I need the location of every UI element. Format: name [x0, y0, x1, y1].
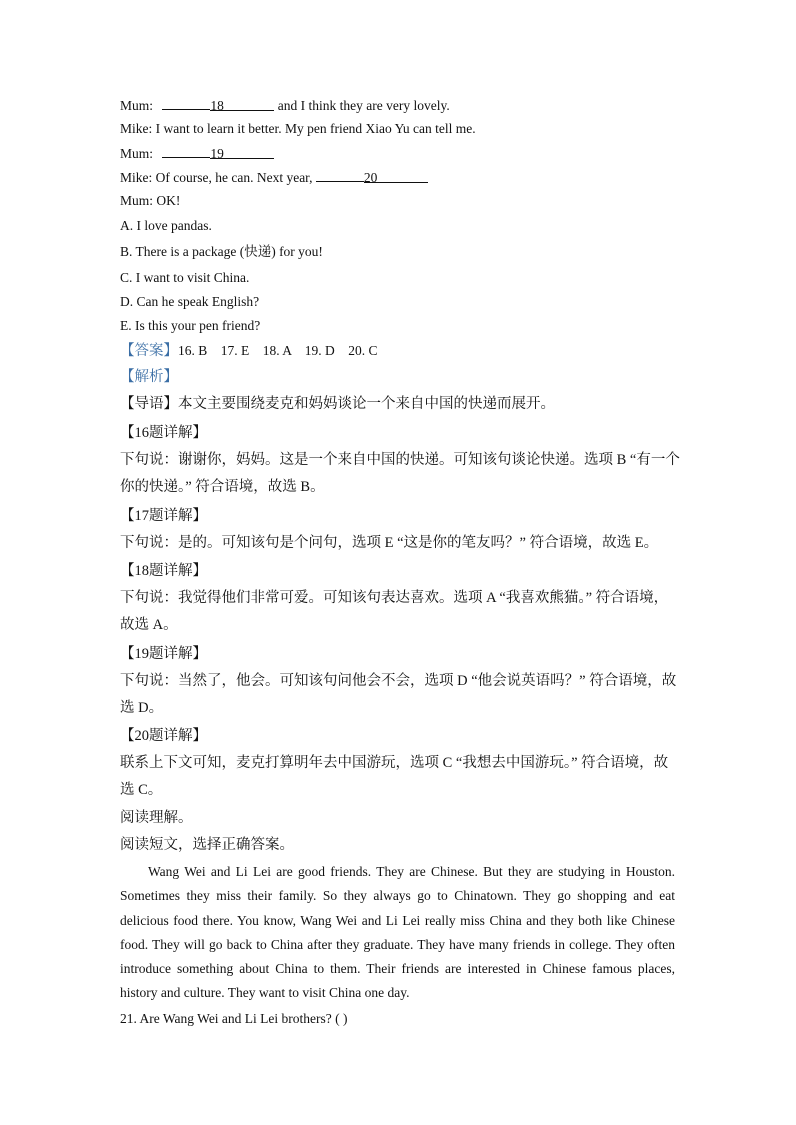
dialogue-text: and I think they are very lovely. [274, 98, 450, 113]
question-number: 18 [210, 97, 274, 111]
detail-19-head: 【19题详解】 [120, 646, 207, 662]
section-title: 阅读理解。 [120, 810, 193, 826]
blank [162, 96, 210, 110]
blank [316, 168, 364, 182]
option-c: C. I want to visit China. [120, 270, 250, 285]
dialogue-line-18 [120, 96, 450, 115]
speaker: Mum: [120, 146, 154, 161]
option-d: D. Can he speak English? [120, 294, 260, 309]
detail-16-line-1: 下句说：谢谢你，妈妈。这是一个来自中国的快递。可知该句谈论快递。选项 B “有一个 [120, 452, 680, 468]
detail-19-line-2: 选 D。 [120, 700, 164, 716]
detail-17-head: 【17题详解】 [120, 508, 207, 524]
speaker: Mum: [120, 193, 154, 208]
question-number: 19 [210, 145, 274, 159]
option-a: A. I love pandas. [120, 218, 212, 233]
speaker: Mum: [120, 98, 154, 113]
detail-18-line-1: 下句说：我觉得他们非常可爱。可知该句表达喜欢。选项 A “我喜欢熊猫。” 符合语境， [120, 590, 669, 606]
detail-16-head: 【16题详解】 [120, 425, 207, 441]
option-b: B. There is a package (快递) for you! [120, 244, 323, 259]
question-number: 20 [364, 169, 428, 183]
answer-text: 16. B 17. E 18. A 19. D 20. C [178, 343, 378, 358]
option-e: E. Is this your pen friend? [120, 318, 261, 333]
detail-20-line-1: 联系上下文可知，麦克打算明年去中国游玩，选项 C “我想去中国游玩。” 符合语境，故 [120, 755, 669, 771]
detail-20-head: 【20题详解】 [120, 728, 207, 744]
answer-line [120, 341, 378, 361]
question-21: 21. Are Wang Wei and Li Lei brothers? ( ) [120, 1011, 348, 1026]
detail-19-line-1: 下句说：当然了，他会。可知该句问他会不会，选项 D “他会说英语吗？” 符合语境，故 [120, 673, 677, 689]
dialogue-text: Of course, he can. Next year, [155, 170, 316, 185]
analysis-label: 【解析】 [120, 369, 178, 385]
dialogue-line-20 [120, 168, 428, 187]
answer-label: 【答案】 [120, 343, 178, 359]
detail-18-head: 【18题详解】 [120, 563, 207, 579]
dialogue-line-mum-ok [120, 192, 180, 210]
reading-passage: Wang Wei and Li Lei are good friends. They are Chinese. But they are studying in Houston. Sometimes they miss their family. So they always go to Chinatown. They go shopping and eat delicious food there. You know, Wang Wei and Li Lei really miss China and they both like Chinese food. They will go back to China after they graduate. They have many friends in college. They often introduce something about China to them. Their friends are interested in Chinese famous places, history and culture. They want to visit China one day. [120, 864, 675, 1001]
detail-16-line-2: 你的快递。” 符合语境，故选 B。 [120, 479, 325, 495]
speaker: Mike: [120, 170, 153, 185]
dialogue-text: OK! [156, 193, 181, 208]
dialogue-line-mike-1 [120, 120, 476, 138]
intro-line: 【导语】本文主要围绕麦克和妈妈谈论一个来自中国的快递而展开。 [120, 396, 555, 412]
detail-18-line-2: 故选 A。 [120, 617, 178, 633]
dialogue-text: I want to learn it better. My pen friend Xiao Yu can tell me. [155, 121, 476, 136]
speaker: Mike: [120, 121, 153, 136]
detail-20-line-2: 选 C。 [120, 782, 163, 798]
blank [162, 144, 210, 158]
instruction: 阅读短文，选择正确答案。 [120, 837, 294, 853]
dialogue-line-19 [120, 144, 274, 163]
detail-17-line-1: 下句说：是的。可知该句是个问句，选项 E “这是你的笔友吗？” 符合语境，故选 E。 [120, 535, 659, 551]
